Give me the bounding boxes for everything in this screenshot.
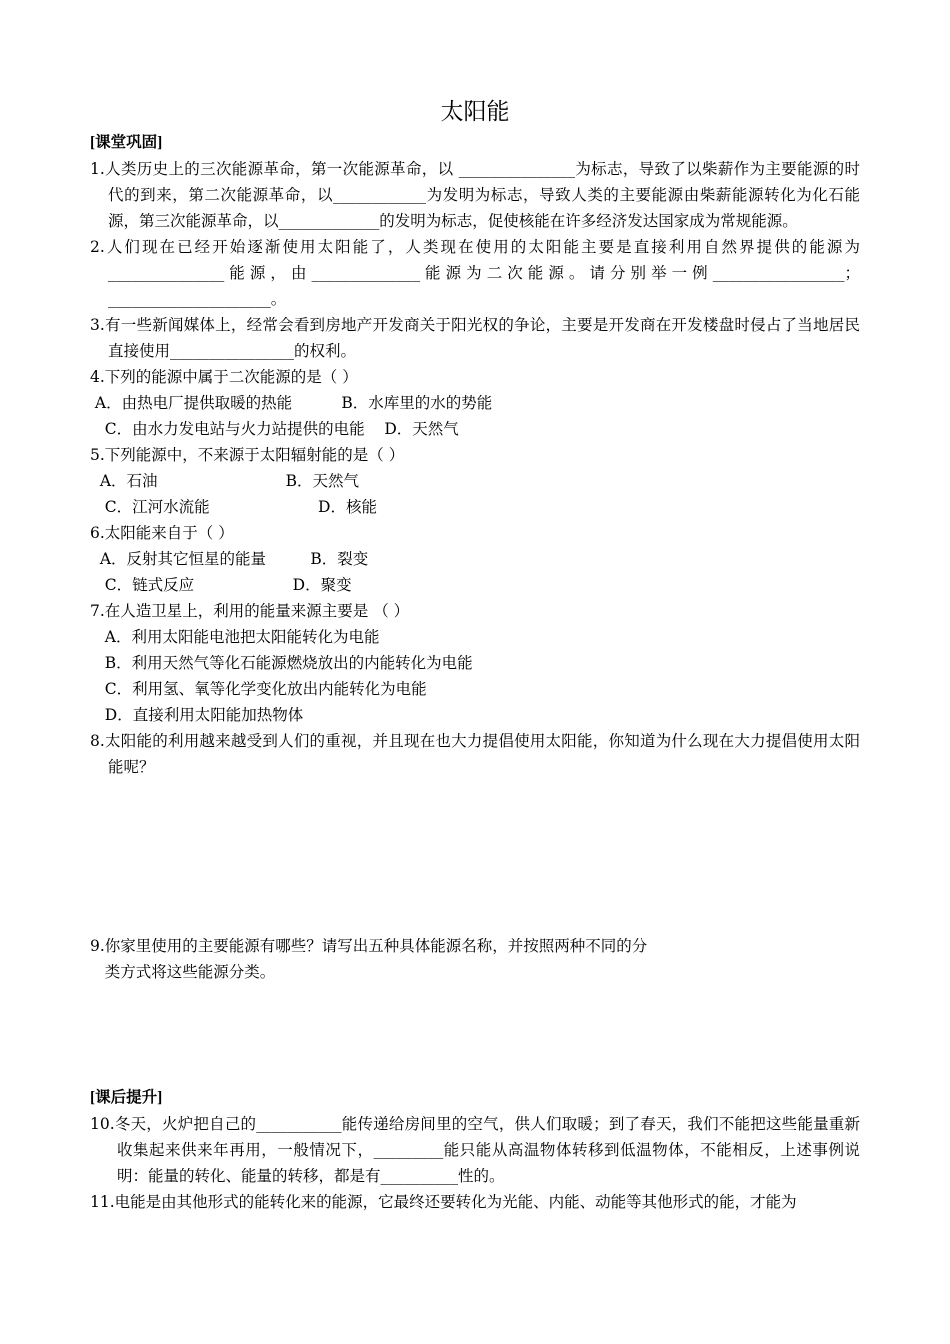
question-7-option-a: A．利用太阳能电池把太阳能转化为电能 bbox=[90, 628, 380, 646]
question-5-options-row1: A．石油 B．天然气 bbox=[90, 472, 360, 490]
question-4-options-row1: A．由热电厂提供取暖的热能 B．水库里的水的势能 bbox=[90, 394, 493, 412]
question-6-stem: 6.太阳能来自于（ ） bbox=[90, 524, 234, 542]
question-2: 2.人们现在已经开始逐渐使用太阳能了，人类现在使用的太阳能主要是直接利用自然界提供的能源为_______________能源，由______________能源为二次能源。请分别举一例_________________；_____________________。 bbox=[90, 238, 860, 308]
section-heading-homework: [课后提升] bbox=[90, 1089, 163, 1106]
question-5-options-row2: C．江河水流能 D．核能 bbox=[90, 498, 377, 516]
question-9-line1: 9.你家里使用的主要能源有哪些？请写出五种具体能源名称，并按照两种不同的分 bbox=[90, 937, 648, 955]
question-3: 3.有一些新闻媒体上，经常会看到房地产开发商关于阳光权的争论，主要是开发商在开发楼盘时侵占了当地居民直接使用________________的权利。 bbox=[90, 316, 860, 360]
question-7-option-d: D．直接利用太阳能加热物体 bbox=[90, 706, 304, 724]
question-7-option-b: B．利用天然气等化石能源燃烧放出的内能转化为电能 bbox=[90, 654, 473, 672]
question-5-stem: 5.下列能源中，不来源于太阳辐射能的是（ ） bbox=[90, 446, 405, 464]
question-7-option-c: C．利用氢、氧等化学变化放出内能转化为电能 bbox=[90, 680, 427, 698]
question-7-stem: 7.在人造卫星上，利用的能量来源主要是 （ ） bbox=[90, 602, 410, 620]
question-8: 8.太阳能的利用越来越受到人们的重视，并且现在也大力提倡使用太阳能，你知道为什么现在大力提倡使用太阳能呢？ bbox=[90, 732, 860, 776]
question-10: 10.冬天，火炉把自己的___________能传递给房间里的空气，供人们取暖；到了春天，我们不能把这些能量重新收集起来供来年再用，一般情况下，_________能只能从高温物体转移到低温物体，不能相反，上述事例说明：能量的转化、能量的转移，都是有__________性的。 bbox=[90, 1115, 860, 1185]
worksheet-page bbox=[90, 96, 860, 1215]
question-4-stem: 4.下列的能源中属于二次能源的是（ ） bbox=[90, 368, 358, 386]
section-heading-classwork: [课堂巩固] bbox=[90, 134, 163, 151]
question-4-options-row2: C．由水力发电站与火力站提供的电能 D．天然气 bbox=[90, 420, 459, 438]
question-6-options-row1: A．反射其它恒星的能量 B．裂变 bbox=[90, 550, 369, 568]
question-6-options-row2: C．链式反应 D．聚变 bbox=[90, 576, 352, 594]
answer-space-9 bbox=[90, 985, 860, 1085]
question-9-line2: 类方式将这些能源分类。 bbox=[90, 963, 276, 981]
answer-space-8 bbox=[90, 780, 860, 933]
question-11: 11.电能是由其他形式的能转化来的能源，它最终还要转化为光能、内能、动能等其他形式的能，才能为 bbox=[90, 1193, 797, 1211]
page-title: 太阳能 bbox=[440, 99, 510, 125]
question-1: 1.人类历史上的三次能源革命，第一次能源革命，以 _______________为标志，导致了以柴薪作为主要能源的时代的到来，第二次能源革命，以____________为发明为标志，导致人类的主要能源由柴薪能源转化为化石能源，第三次能源革命，以_____________的发明为标志，促使核能在许多经济发达国家成为常规能源。 bbox=[90, 160, 860, 230]
